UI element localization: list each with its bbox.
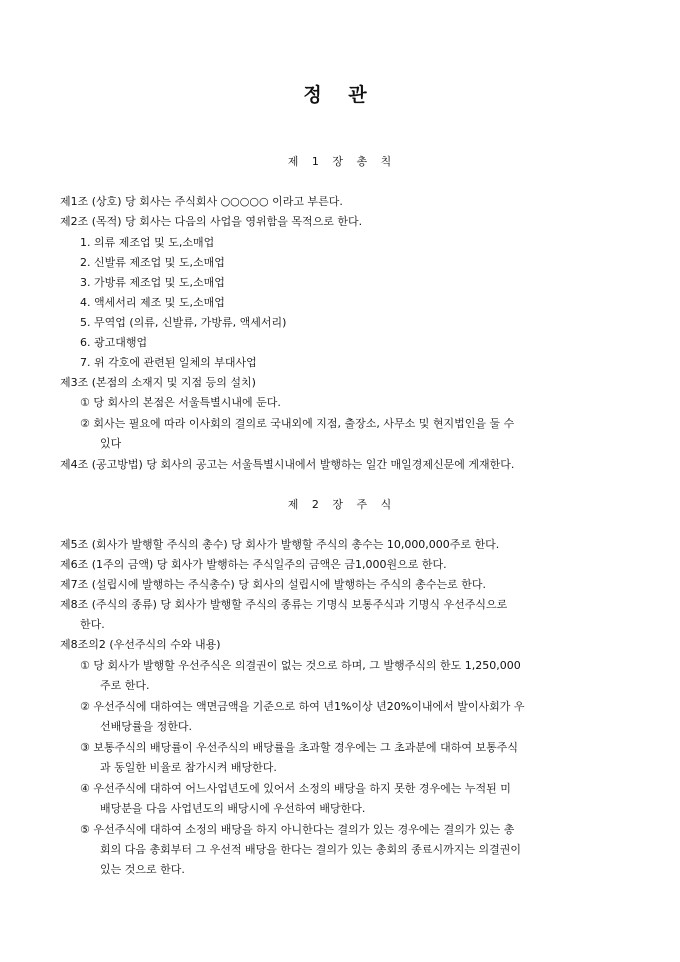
chapter-1-heading: 제 1 장 총 칙 [287,155,393,168]
article-2: 제2조 (목적) 당 회사는 다음의 사업을 영위함을 목적으로 한다. [60,215,363,228]
document-title: 정 관 [303,84,377,106]
article-3: 제3조 (본점의 소재지 및 지점 등의 설치) [60,376,256,389]
article-8-2-clause-2: ② 우선주식에 대하여는 액면금액을 기준으로 하여 년1%이상 년20%이내에서 발이사회가 우 [80,700,525,713]
article-8-2-clause-4: ④ 우선주식에 대하여 어느사업년도에 있어서 소정의 배당을 하지 못한 경우에는 누적된 미 [80,782,511,795]
article-1: 제1조 (상호) 당 회사는 주식회사 ○○○○○ 이라고 부른다. [60,195,343,208]
article-8-2-clause-1: ① 당 회사가 발행할 우선주식은 의결권이 없는 것으로 하며, 그 발행주식의 한도 1,250,000 [80,659,521,672]
article-8: 제8조 (주식의 종류) 당 회사가 발행할 주식의 종류는 기명식 보통주식과 기명식 우선주식으로 [60,598,508,611]
article-2-item: 4. 액세서리 제조 및 도,소매업 [80,296,225,309]
chapter-2-heading: 제 2 장 주 식 [287,498,393,511]
article-2-item: 2. 신발류 제조업 및 도,소매업 [80,256,225,269]
article-8-2-clause-3-cont: 과 동일한 비율로 참가시켜 배당한다. [100,761,277,774]
article-8-2-clause-5: ⑤ 우선주식에 대하여 소정의 배당을 하지 아니한다는 결의가 있는 경우에는 결의가 있는 총 [80,823,515,836]
article-8-cont: 한다. [80,618,105,631]
article-6: 제6조 (1주의 금액) 당 회사가 발행하는 주식일주의 금액은 금1,000원으로 한다. [60,558,447,571]
article-2-item: 5. 무역업 (의류, 신발류, 가방류, 액세서리) [80,316,287,329]
article-8-2-clause-2-cont: 선배당률을 정한다. [100,720,193,733]
article-2-item: 3. 가방류 제조업 및 도,소매업 [80,276,225,289]
article-5: 제5조 (회사가 발행할 주식의 총수) 당 회사가 발행할 주식의 총수는 10,000,000주로 한다. [60,538,500,551]
article-3-clause-2: ② 회사는 필요에 따라 이사회의 결의로 국내외에 지점, 출장소, 사무소 및 현지법인을 둘 수 [80,417,515,430]
article-3-clause-1: ① 당 회사의 본점은 서울특별시내에 둔다. [80,396,281,409]
article-8-2: 제8조의2 (우선주식의 수와 내용) [60,638,221,651]
article-3-clause-2-cont: 있다 [100,437,122,450]
article-8-2-clause-5-cont: 있는 것으로 한다. [100,863,185,876]
article-7: 제7조 (설립시에 발행하는 주식총수) 당 회사의 설립시에 발행하는 주식의 총수는로 한다. [60,578,486,591]
article-4: 제4조 (공고방법) 당 회사의 공고는 서울특별시내에서 발행하는 일간 매일경제신문에 게재한다. [60,458,515,471]
article-8-2-clause-1-cont: 주로 한다. [100,679,150,692]
article-8-2-clause-5-cont: 회의 다음 총회부터 그 우선적 배당을 한다는 결의가 있는 총회의 종료시까지는 의결권이 [100,843,521,856]
article-8-2-clause-4-cont: 배당분을 다음 사업년도의 배당시에 우선하여 배당한다. [100,802,366,815]
article-2-item: 1. 의류 제조업 및 도,소매업 [80,236,215,249]
article-2-item: 6. 광고대행업 [80,336,148,349]
article-8-2-clause-3: ③ 보통주식의 배당률이 우선주식의 배당률을 초과할 경우에는 그 초과분에 대하여 보통주식 [80,741,518,754]
article-2-item: 7. 위 각호에 관련된 일체의 부대사업 [80,356,257,369]
